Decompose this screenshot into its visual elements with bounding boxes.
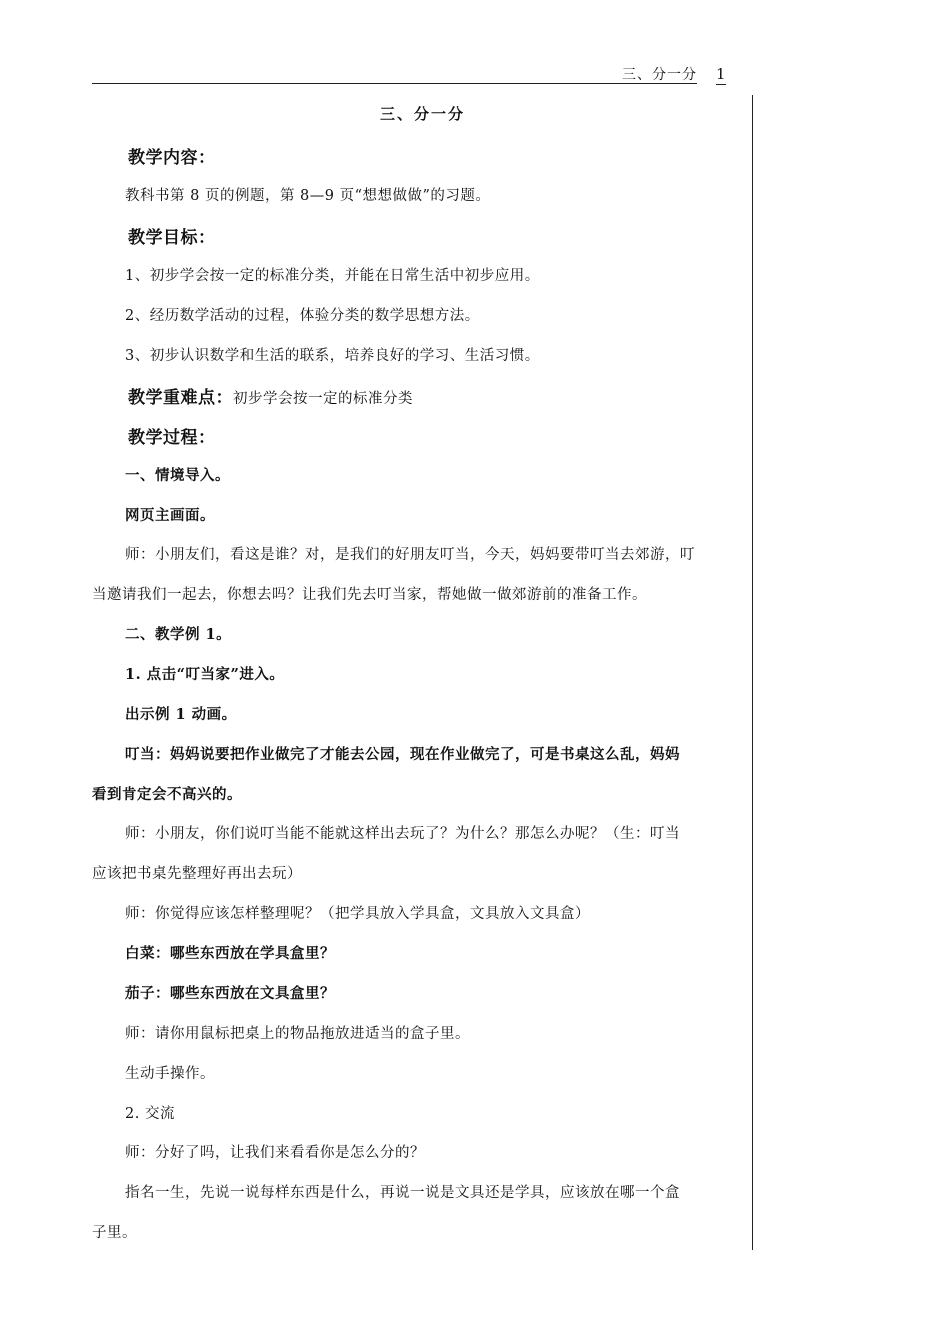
- process-heading: 教学过程：: [128, 428, 216, 448]
- margin-rule: [752, 95, 753, 1250]
- paragraph-line: 生动手操作。: [125, 1066, 215, 1082]
- paragraph-line: 师：你觉得应该怎样整理呢？（把学具放入学具盒，文具放入文具盒）: [125, 906, 590, 922]
- goals-heading: 教学目标：: [128, 228, 216, 248]
- dialogue-line: 白菜：哪些东西放在学具盒里？: [125, 945, 335, 962]
- content-heading: 教学内容：: [128, 148, 216, 168]
- key-heading: 教学重难点：: [128, 388, 233, 408]
- goal-item: 1、初步学会按一定的标准分类，并能在日常生活中初步应用。: [125, 268, 540, 284]
- key-points: [128, 383, 413, 408]
- paragraph-line: 师：小朋友，你们说叮当能不能就这样出去玩了？为什么？那怎么办呢？（生：叮当: [125, 826, 680, 842]
- step-subheading: 出示例 1 动画。: [125, 706, 237, 723]
- step-heading: 二、教学例 1。: [125, 626, 232, 643]
- content-text: 教科书第 8 页的例题，第 8—9 页“想想做做”的习题。: [125, 188, 491, 204]
- document-title: 三、分一分: [379, 105, 465, 123]
- dialogue-line: 叮当：妈妈说要把作业做完了才能去公园，现在作业做完了，可是书桌这么乱，妈妈: [125, 746, 680, 763]
- dialogue-line: 茄子：哪些东西放在文具盒里？: [125, 985, 335, 1002]
- page-number: 1: [716, 65, 726, 83]
- header-title: 三、分一分: [622, 67, 697, 83]
- dialogue-line: 看到肯定会不高兴的。: [92, 786, 242, 803]
- goal-item: 3、初步认识数学和生活的联系，培养良好的学习、生活习惯。: [125, 348, 540, 364]
- header-rule: [92, 83, 697, 84]
- paragraph-line: 应该把书桌先整理好再出去玩）: [92, 866, 302, 882]
- step-subheading: 2. 交流: [125, 1106, 175, 1122]
- step-heading: 一、情境导入。: [125, 467, 230, 484]
- paragraph-line: 指名一生，先说一说每样东西是什么，再说一说是文具还是学具，应该放在哪一个盒: [125, 1185, 680, 1201]
- paragraph-line: 师：请你用鼠标把桌上的物品拖放进适当的盒子里。: [125, 1026, 470, 1042]
- paragraph-line: 师：小朋友们，看这是谁？对，是我们的好朋友叮当，今天，妈妈要带叮当去郊游，叮: [125, 547, 695, 563]
- paragraph-line: 师：分好了吗，让我们来看看你是怎么分的？: [125, 1145, 425, 1161]
- paragraph-line: 子里。: [92, 1225, 137, 1241]
- step-subheading: 1. 点击“叮当家”进入。: [125, 666, 285, 683]
- paragraph-line: 当邀请我们一起去，你想去吗？让我们先去叮当家，帮她做一做郊游前的准备工作。: [92, 587, 647, 603]
- step-subheading: 网页主画面。: [125, 507, 215, 524]
- key-text: 初步学会按一定的标准分类: [233, 391, 413, 407]
- goal-item: 2、经历数学活动的过程，体验分类的数学思想方法。: [125, 308, 480, 324]
